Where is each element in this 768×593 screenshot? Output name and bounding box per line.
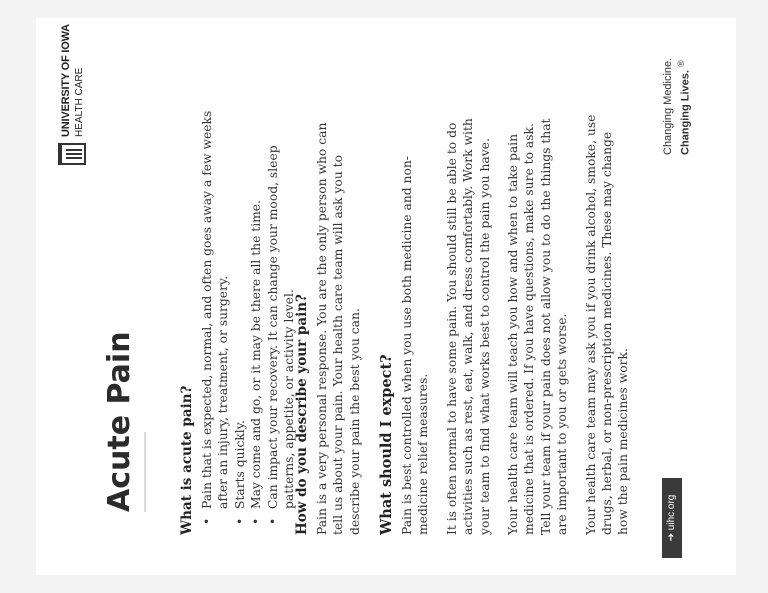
trademark-symbol: ® xyxy=(676,60,686,67)
bullet-list xyxy=(199,105,297,535)
page-title: Acute Pain xyxy=(102,331,137,512)
tagline-line-2-wrap xyxy=(675,25,693,155)
tagline-line-2: Changing Lives. xyxy=(679,70,692,155)
paragraph: Pain is best controlled when you use both medicine and non-medicine relief measures. xyxy=(400,156,431,535)
list-item: • May come and go, or it may be there all the time. xyxy=(248,105,264,535)
section-heading: What is acute pain? xyxy=(179,385,195,535)
tagline xyxy=(662,25,693,155)
list-item: • Pain that is expected, normal, and often goes away a few weeks after an injury, treatment, or surgery. xyxy=(199,105,232,535)
title-divider xyxy=(144,432,146,512)
list-item: • Starts quickly. xyxy=(232,105,248,535)
document-page xyxy=(36,18,736,575)
paragraph: Your health care team will teach you how and when to take pain medicine that is ordered. If you have questions, make sure to ask. Tell your team if your pain does not allow you to do the things that are important to you or gets worse. xyxy=(506,118,570,535)
tagline-line-1: Changing Medicine. xyxy=(662,57,674,155)
logo-line-1: UNIVERSITY OF IOWA xyxy=(60,24,72,137)
section-expect xyxy=(378,105,632,535)
section-heading: How do you describe your pain? xyxy=(294,294,310,535)
section-heading: What should I expect? xyxy=(378,354,395,535)
paragraph: Your health care team may ask you if you drink alcohol, smoke, use drugs, herbal, or non-prescription medicines. These may change how the pain medicines work. xyxy=(583,114,631,535)
old-capitol-icon xyxy=(58,143,86,165)
website-badge[interactable]: ➔ uihc.org xyxy=(662,478,682,558)
uihc-logo xyxy=(50,24,94,165)
section-what-is xyxy=(179,105,297,535)
paragraph: It is often normal to have some pain. You should still be able to do activities such as rest, eat, walk, and dress comfortably. Work with your team to find what works best to control the pain you have. xyxy=(444,118,492,535)
rotated-content xyxy=(36,18,736,575)
logo-line-2: HEALTH CARE xyxy=(74,67,85,137)
section-describe xyxy=(294,105,363,535)
paragraph: Pain is a very personal response. You are the only person who can tell us about your pain. Your health care team will ask you to describe your pain the best you can. xyxy=(315,122,362,535)
list-item: • Can impact your recovery. It can change your mood, sleep patterns, appetite, or activity level. xyxy=(265,105,298,535)
